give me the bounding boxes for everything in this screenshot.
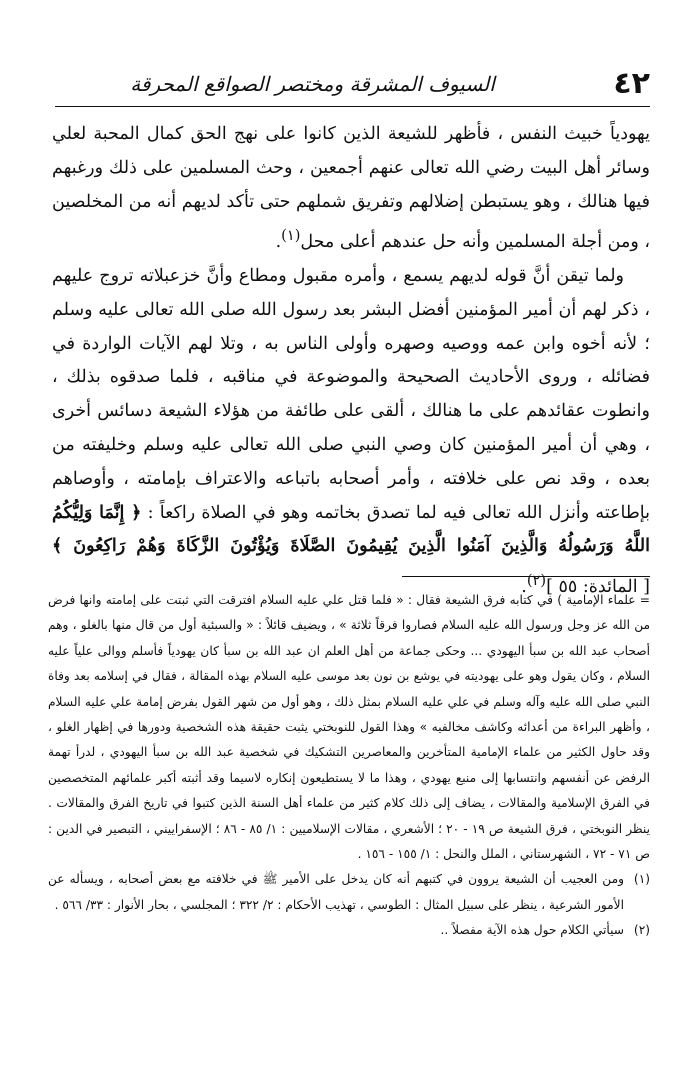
quran-verse: ﴿ إِنَّمَا وَلِيُّكُمُ اللَّهُ وَرَسُولُهُ وَالَّذِينَ آمَنُوا الَّذِينَ يُقِيمُونَ الصَّلَاةَ وَيُؤْتُونَ الزَّكَاةَ وَهُمْ رَاكِعُونَ ﴾	[52, 502, 650, 557]
footnote-ref-1: (١)	[281, 227, 301, 245]
header-rule	[55, 106, 650, 107]
paragraph-2-text: ولما تيقن أنَّ قوله لديهم يسمع ، وأمره مقبول ومطاع وأنَّ خزعبلاته تروج عليهم ، ذكر لهم أن أمير المؤمنين أفضل البشر بعد رسول الله صلى الله تعالى عليه وسلم ؛ لأنه أخوه وابن عمه ووصيه وصهره وأولى الناس به ، وتلا لهم الآيات الواردة في فضائله ، وروى الأحاديث الصحيحة والموضوعة في مناقبه ، فلما صدقوه بذلك ، وانطوت عقائدهم على ما هنالك ، ألقى على طائفة من هؤلاء الشيعة دسائس أخرى ، وهي أن أمير المؤمنين كان وصي النبي صلى الله تعالى عليه وسلم وخليفته من بعده ، وقد نص على خلافته ، وأمر أصحابه باتباعه والاعتراف بإمامته ، وأوصاهم بإطاعته وأنزل الله تعالى فيه لما تصدق بخاتمه وهو في الصلاة راكعاً :	[52, 266, 650, 523]
paragraph-2	[52, 260, 650, 605]
paragraph-1-end: .	[275, 232, 282, 253]
running-title: السيوف المشرقة ومختصر الصواقع المحرقة	[130, 72, 495, 96]
verse-citation: [ المائدة: ٥٥ ]	[546, 577, 650, 598]
paragraph-2-end: .	[521, 577, 527, 598]
footnote-2-number: (٢)	[633, 923, 650, 938]
footnote-1-number: (١)	[633, 872, 650, 887]
footnote-1	[48, 867, 650, 918]
page-number: ٤٢	[613, 66, 650, 101]
footnote-continued: = علماء الإمامية ) في كتابه فرق الشيعة فقال : « فلما قتل علي عليه السلام افترقت التي ثبتت على إمامته وانها فرض من الله عز وجل ورسول الله عليه السلام فصاروا فرقاً ثلاثة » ، ويضيف قائلاً : « والسبئية أول من قال منها بالغلو ، وهم أصحاب عبد الله بن سبأ اليهودي ... وحكى جماعة من أهل العلم ان عبد الله بن سبأ كان يهودياً فأسلم ووالى علياً عليه السلام ، وكان يقول وهو على يهوديته في يوشع بن نون بعد موسى عليه السلام بهذه المقالة ، فقال في إسلامه بعد وفاة النبي صلى الله عليه وآله وسلم في علي عليه السلام بمثل ذلك ، وهو أول من شهر القول بفرض إمامة علي عليه السلام ، وأظهر البراءة من أعدائه وكاشف مخالفيه » وهذا القول للنوبختي يثبت حقيقة هذه الشخصية ودورها في إظهار الغلو ، وقد حاول الكثير من علماء الإمامية المتأخرين والمعاصرين التشكيك في شخصية عبد الله بن سبأ اليهودي ، لدرأ تهمة الرفض عن أنفسهم وانتسابها إلى منبع يهودي ، وهذا ما لا يستطيعون إنكاره لاسيما وقد أثبته أكبر علمائهم المتخصصين في الفرق الإسلامية والمقالات ، يضاف إلى ذلك كلام كثير من علماء أهل السنة الذين كتبوا في تاريخ الفرق والمقالات . ينظر النوبختي ، فرق الشيعة ص ١٩ - ٢٠ ؛ الأشعري ، مقالات الإسلاميين : ١/ ٨٥ - ٨٦ ؛ الإسفراييني ، التبصير في الدين : ص ٧١ - ٧٢ ، الشهرستاني ، الملل والنحل : ١/ ١٥٥ - ١٥٦ .	[48, 593, 650, 862]
footnote-separator	[402, 576, 650, 577]
paragraph-1-text: يهودياً خبيث النفس ، فأظهر للشيعة الذين كانوا على نهج الحق كمال المحبة لعلي وسائر أهل البيت رضي الله تعالى عنهم أجمعين ، وحث المسلمين على ذلك ورغبهم فيها هنالك ، وهو يستبطن إضلالهم وتفريق شملهم حتى تأكد لديهم أنه من المخلصين ، ومن أجلة المسلمين وأنه حل عندهم أعلى محل	[52, 124, 650, 253]
footnote-2	[48, 918, 650, 943]
footnote-2-text: سيأتي الكلام حول هذه الآية مفصلاً ..	[440, 923, 624, 938]
page-header	[55, 60, 650, 106]
footnote-1-text: ومن العجيب أن الشيعة يروون في كتبهم أنه كان يدخل على الأمير ﷺ في خلافته مع بعض أصحابه ، ويسأله عن الأمور الشرعية ، ينظر على سبيل المثال : الطوسي ، تهذيب الأحكام : ٢/ ٣٢٢ ؛ المجلسي ، بحار الأنوار : ٣٣/ ٥٦٦ .	[48, 872, 624, 912]
main-text	[52, 118, 650, 605]
footnote-ref-2: (٢)	[526, 572, 547, 590]
footnotes	[48, 588, 650, 944]
paragraph-1	[52, 118, 650, 260]
